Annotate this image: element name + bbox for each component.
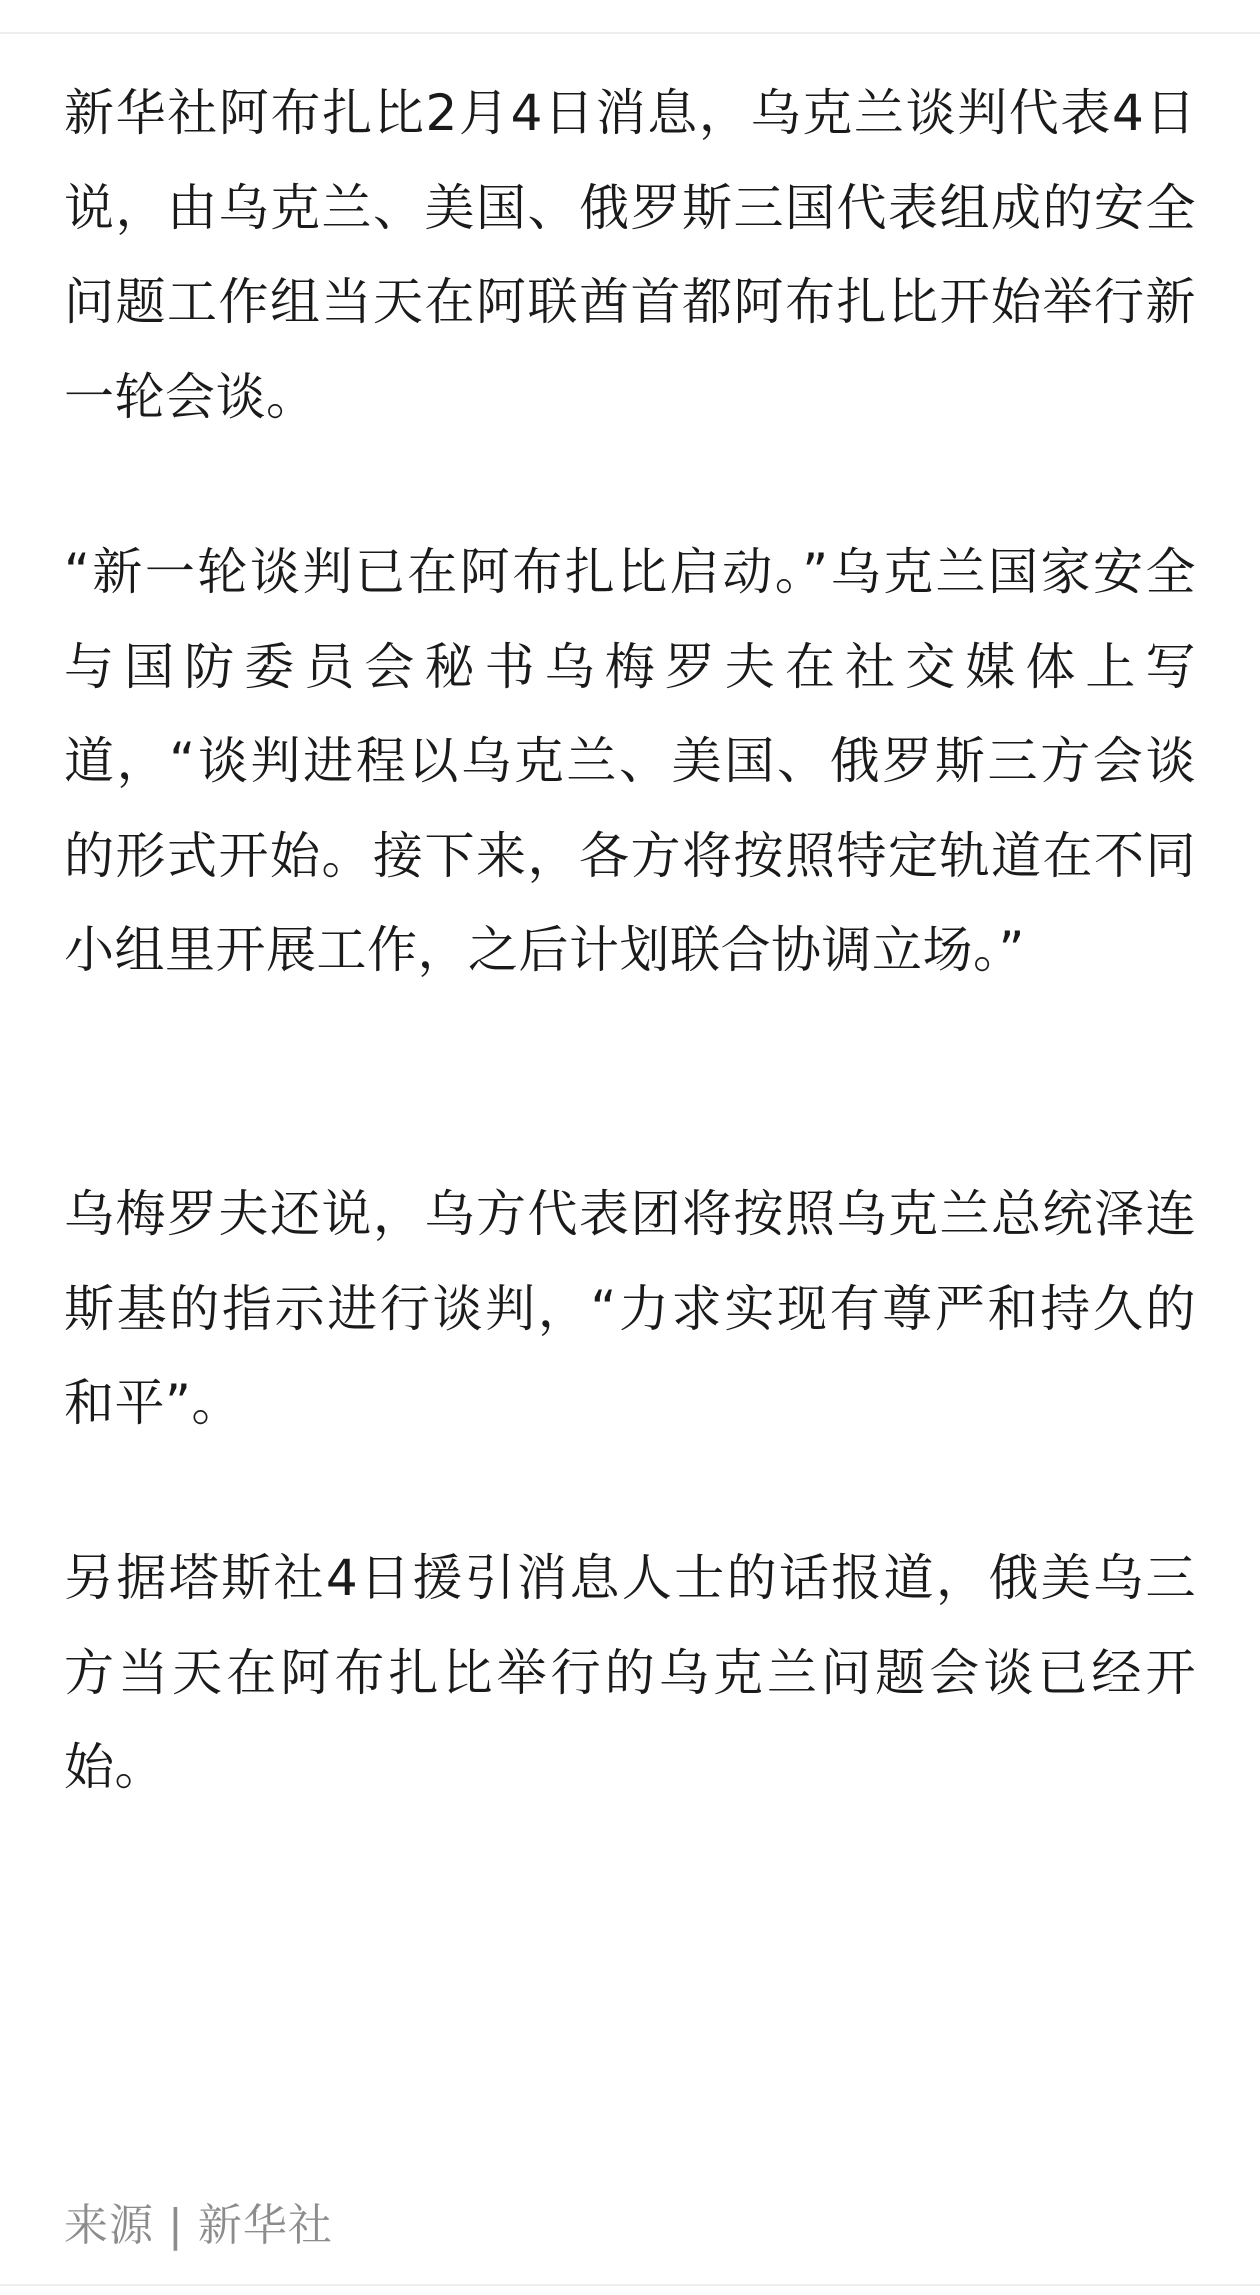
top-divider (0, 32, 1260, 34)
article-paragraph: 另据塔斯社4日援引消息人士的话报道，俄美乌三方当天在阿布扎比举行的乌克兰问题会谈已经开始。 (64, 1549, 1196, 1796)
source-separator: | (168, 2200, 184, 2251)
source-name: 新华社 (197, 2200, 333, 2251)
article-paragraph: 新华社阿布扎比2月4日消息，乌克兰谈判代表4日说，由乌克兰、美国、俄罗斯三国代表组成的安全问题工作组当天在阿联酋首都阿布扎比开始举行新一轮会谈。 (64, 84, 1196, 426)
bottom-divider (0, 2284, 1260, 2286)
article-paragraph: 乌梅罗夫还说，乌方代表团将按照乌克兰总统泽连斯基的指示进行谈判，“力求实现有尊严和持久的和平”。 (64, 1185, 1196, 1432)
source-label: 来源 (64, 2200, 154, 2251)
source-attribution (64, 2196, 333, 2256)
article-paragraph: “新一轮谈判已在阿布扎比启动。”乌克兰国家安全与国防委员会秘书乌梅罗夫在社交媒体上写道，“谈判进程以乌克兰、美国、俄罗斯三方会谈的形式开始。接下来，各方将按照特定轨道在不同小组里开展工作，之后计划联合协调立场。” (64, 543, 1196, 979)
